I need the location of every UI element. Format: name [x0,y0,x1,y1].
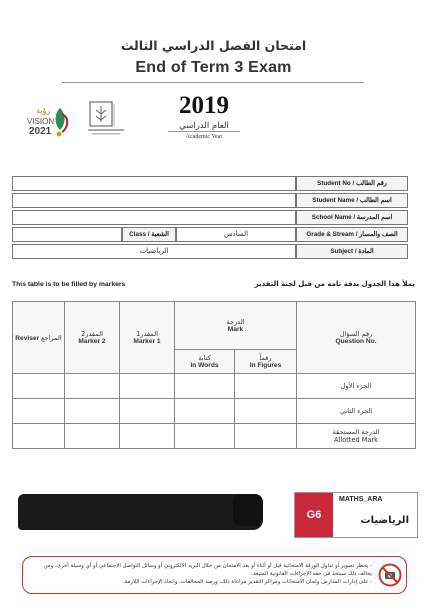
marker1-cell[interactable] [120,399,175,424]
reviser-header-en: Reviser [15,334,40,342]
words-header-ar: كتابة [198,354,211,362]
figures-header-en: In Figures [249,362,282,369]
exam-code-box [294,492,418,538]
no-camera-icon [378,563,402,587]
grade-stream-label: Grade & Stream / الصف والمسار [296,227,408,242]
question-label-cell [297,374,416,399]
reviser-header [13,302,65,374]
table-row [13,399,416,424]
marker1-header [120,302,175,374]
in-words-header [175,350,235,374]
title-divider [62,82,364,83]
vision-logo-text: VISION [27,117,55,126]
marks-table [12,301,416,449]
marker1-cell[interactable] [120,374,175,399]
redacted-barcode-end [233,494,263,526]
academic-year-arabic: العام الدراسي [179,121,229,131]
academic-year-label: Academic Year [185,134,223,140]
marker2-header-en: Marker 2 [78,338,106,345]
exam-code: MATHS_ARA [339,496,383,503]
student-name-label: Student Name / اسم الطالب [296,193,408,208]
table-row [13,424,416,449]
warning-line-3: - على إدارات المدارس ولجان الامتحانات ومراكز التقدير مراعاة ذلك، ورصد المخالفات، واتخاذ الإجراءات اللازمة. [122,579,372,585]
warning-line-2: ومن يخالف ذلك سيتخذ في حقه الإجراءات القانونية المتبعة. [43,563,372,577]
reviser-cell[interactable] [13,374,65,399]
exam-title: End of Term 3 Exam [135,59,292,76]
school-name-label: School Name / اسم المدرسة [296,210,408,225]
question-label-cell [297,399,416,424]
question-header-en: Question No. [335,338,377,345]
year-of-tolerance-logo [84,100,128,138]
year-divider [168,131,240,132]
marker2-header-ar: المقدر2 [81,330,103,338]
warning-notice [22,556,407,594]
redacted-barcode [18,494,263,530]
in-figures-cell[interactable] [235,424,297,449]
table-header-row [13,302,416,350]
question-no-header [297,302,416,374]
row-label-ar: الجزء الأول [340,382,372,390]
exam-title-arabic: امتحان الفصل الدراسي الثالث [120,38,307,53]
in-words-cell[interactable] [175,424,235,449]
words-header-en: In Words [190,362,219,369]
row-label-ar: الدرجة المستحقة [332,428,380,436]
mark-header-ar: الدرجة [226,318,245,326]
subject-value[interactable]: الرياضيات [12,244,296,259]
marker1-header-ar: المقدر1 [136,330,158,338]
mark-header [175,302,297,350]
reviser-cell[interactable] [13,424,65,449]
subject-label: Subject / المادة [296,244,408,259]
warning-line-1: - يحظر تصوير أو تداول الورقة الامتحانية قبل أو أثناء أو بعد الامتحان من خلال البريد الالكتروني أو وسائل التواصل الاجتماعي أو أي وسيلة أخرى، [54,563,372,569]
marker2-header [65,302,120,374]
in-figures-cell[interactable] [235,374,297,399]
question-header-ar: رقم السؤال [339,330,373,338]
grade-value[interactable]: السادس [176,227,296,242]
student-no-field[interactable] [12,176,296,191]
in-figures-cell[interactable] [235,399,297,424]
markers-note-arabic: يملأ هذا الجدول بدقة تامة من قبل لجنة التقدير [254,280,415,288]
vision-logo-year: 2021 [29,126,52,137]
school-name-field[interactable] [12,210,296,225]
grade-badge: G6 [295,493,333,537]
reviser-header-ar: المراجع [40,333,62,342]
warning-text [42,562,372,586]
student-name-field[interactable] [12,193,296,208]
question-label-cell [297,424,416,449]
table-row [13,374,416,399]
mark-header-en: Mark [227,326,244,333]
vision-2021-logo [26,104,72,138]
in-words-cell[interactable] [175,399,235,424]
exam-subject-arabic: الرياضيات [360,515,409,526]
marker2-cell[interactable] [65,399,120,424]
student-no-label: Student No / رقم الطالب [296,176,408,191]
marker2-cell[interactable] [65,374,120,399]
class-field[interactable] [12,227,122,242]
row-label-en: Allotted Mark [334,436,378,444]
exam-year: 2019 [179,92,229,119]
markers-note: This table is to be filled by markers [12,281,126,288]
in-words-cell[interactable] [175,374,235,399]
marker1-header-en: Marker 1 [133,338,161,345]
marker2-cell[interactable] [65,424,120,449]
figures-header-ar: رقماً [259,354,272,362]
reviser-cell[interactable] [13,399,65,424]
in-figures-header [235,350,297,374]
row-label-ar: الجزء الثاني [339,407,373,415]
class-label: Class / الشعبة [122,227,176,242]
vision-logo-arabic: رؤية [36,106,51,115]
marker1-cell[interactable] [120,424,175,449]
